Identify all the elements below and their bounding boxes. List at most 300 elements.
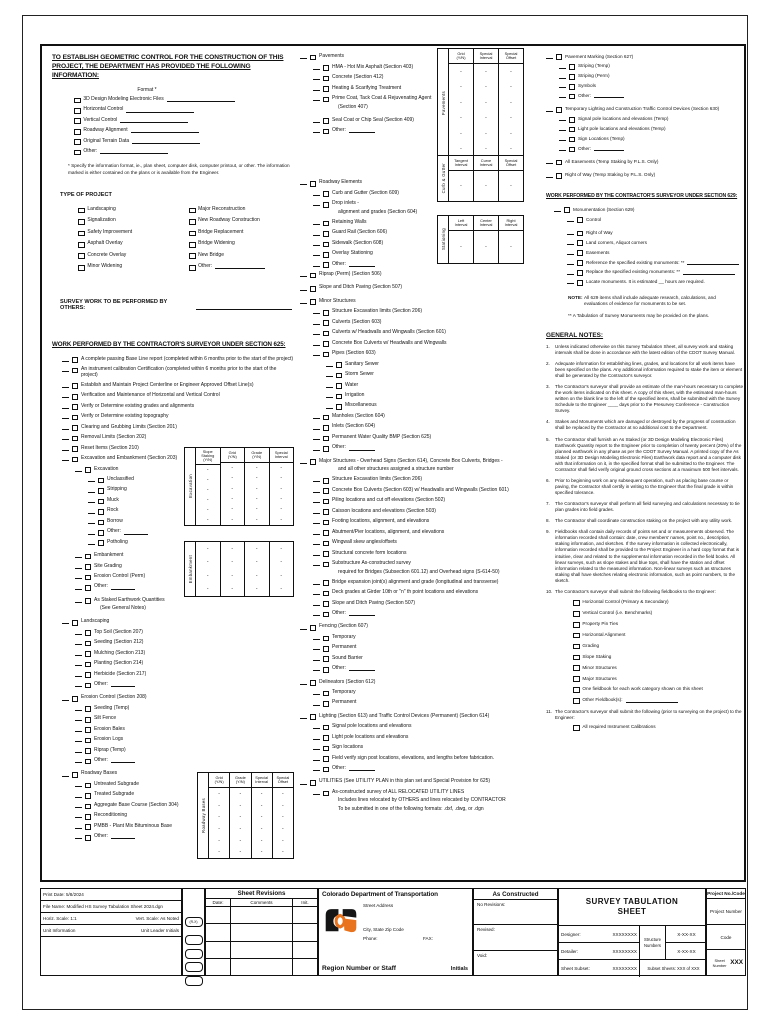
checkbox[interactable] [336, 404, 343, 410]
table-cell[interactable]: - [231, 485, 234, 492]
checkbox[interactable] [310, 714, 317, 720]
est-hours-blank-line[interactable] [75, 792, 82, 797]
revision-marker-blank[interactable] [185, 949, 203, 959]
table-cell[interactable]: - [206, 497, 209, 504]
checkbox[interactable] [189, 219, 196, 225]
checkbox[interactable] [310, 780, 317, 786]
table-cell[interactable]: - [218, 825, 220, 832]
est-hours-blank-line[interactable] [75, 682, 82, 687]
table-cell[interactable]: - [510, 68, 512, 75]
est-hours-blank-line[interactable] [313, 756, 320, 761]
table-cell[interactable]: - [460, 130, 462, 137]
est-hours-blank-line[interactable] [75, 598, 82, 603]
est-hours-blank-line[interactable] [567, 279, 574, 284]
est-hours-blank-line[interactable] [326, 403, 333, 408]
est-hours-blank-line[interactable] [300, 680, 307, 685]
table-cell[interactable]: - [206, 477, 209, 484]
table-cell[interactable]: - [255, 496, 258, 503]
table-cell[interactable]: - [231, 545, 234, 552]
table-cell[interactable]: - [218, 849, 220, 856]
checkbox[interactable] [85, 630, 92, 636]
est-hours-blank-line[interactable] [75, 834, 82, 839]
table-cell[interactable]: - [280, 586, 283, 593]
checkbox[interactable] [85, 672, 92, 678]
checkbox[interactable] [323, 446, 330, 452]
checkbox[interactable] [85, 804, 92, 810]
est-hours-blank-line[interactable] [300, 54, 307, 59]
checkbox[interactable] [323, 129, 330, 135]
checkbox[interactable] [85, 824, 92, 830]
checkbox[interactable] [85, 662, 92, 668]
fill-in-line[interactable] [167, 97, 235, 102]
table-cell[interactable]: - [260, 790, 263, 797]
table-cell[interactable]: - [510, 183, 512, 189]
checkbox[interactable] [85, 814, 92, 820]
checkbox[interactable] [85, 467, 92, 473]
checkbox[interactable] [323, 746, 330, 752]
checkbox[interactable] [85, 783, 92, 789]
checkbox[interactable] [72, 620, 79, 626]
table-cell[interactable]: - [510, 115, 512, 122]
est-hours-blank-line[interactable] [326, 372, 333, 377]
survey-by-others-blank[interactable] [196, 304, 292, 309]
est-hours-blank-line[interactable] [62, 367, 69, 372]
est-hours-blank-line[interactable] [313, 341, 320, 346]
checkbox[interactable] [72, 394, 79, 400]
table-cell[interactable]: - [218, 802, 220, 809]
checkbox[interactable] [323, 735, 330, 741]
checkbox[interactable] [577, 270, 584, 276]
checkbox[interactable] [78, 253, 85, 259]
est-hours-blank-line[interactable] [313, 330, 320, 335]
checkbox[interactable] [310, 273, 317, 279]
checkbox[interactable] [85, 598, 92, 604]
est-hours-blank-line[interactable] [313, 700, 320, 705]
checkbox[interactable] [573, 655, 580, 661]
est-hours-blank-line[interactable] [300, 285, 307, 290]
checkbox[interactable] [323, 541, 330, 547]
checkbox[interactable] [74, 108, 81, 114]
checkbox[interactable] [85, 641, 92, 647]
checkbox[interactable] [573, 611, 580, 617]
est-hours-blank-line[interactable] [313, 666, 320, 671]
void-cell[interactable]: Void: [477, 952, 488, 958]
checkbox[interactable] [323, 499, 330, 505]
est-hours-blank-line[interactable] [313, 645, 320, 650]
table-cell[interactable]: - [206, 507, 209, 514]
est-hours-blank-line[interactable] [300, 299, 307, 304]
est-hours-blank-line[interactable] [313, 241, 320, 246]
table-cell[interactable]: - [231, 516, 234, 523]
project-number-cell[interactable]: Project Number [707, 899, 745, 925]
table-cell[interactable]: - [460, 183, 462, 189]
table-cell[interactable]: - [239, 790, 242, 797]
est-hours-blank-line[interactable] [62, 695, 69, 700]
fill-in-line[interactable] [687, 260, 739, 265]
checkbox[interactable] [72, 446, 79, 452]
est-hours-blank-line[interactable] [75, 716, 82, 721]
table-cell[interactable]: - [255, 465, 258, 472]
checkbox[interactable] [577, 231, 584, 237]
est-hours-blank-line[interactable] [313, 561, 320, 566]
table-cell[interactable]: - [510, 244, 512, 250]
table-cell[interactable]: - [510, 84, 512, 91]
table-cell[interactable]: - [218, 837, 220, 844]
table-cell[interactable]: - [255, 485, 258, 492]
revision-cell[interactable] [206, 959, 231, 975]
table-cell[interactable]: - [231, 465, 234, 472]
checkbox[interactable] [323, 530, 330, 536]
est-hours-blank-line[interactable] [313, 424, 320, 429]
est-hours-blank-line[interactable] [559, 116, 566, 121]
checkbox[interactable] [85, 585, 92, 591]
checkbox[interactable] [85, 835, 92, 841]
est-hours-blank-line[interactable] [313, 530, 320, 535]
checkbox[interactable] [573, 665, 580, 671]
est-hours-blank-line[interactable] [75, 467, 82, 472]
checkbox[interactable] [310, 680, 317, 686]
est-hours-blank-line[interactable] [75, 813, 82, 818]
checkbox[interactable] [85, 738, 92, 744]
table-cell[interactable]: - [460, 146, 462, 153]
checkbox[interactable] [98, 530, 105, 536]
est-hours-blank-line[interactable] [313, 128, 320, 133]
fill-in-line[interactable] [111, 834, 135, 839]
table-cell[interactable]: - [282, 802, 284, 809]
table-cell[interactable]: - [255, 572, 258, 579]
checkbox[interactable] [85, 759, 92, 765]
est-hours-blank-line[interactable] [62, 357, 69, 362]
table-cell[interactable]: - [280, 559, 283, 566]
table-cell[interactable]: - [218, 814, 220, 821]
est-hours-blank-line[interactable] [75, 640, 82, 645]
checkbox[interactable] [310, 299, 317, 305]
est-hours-blank-line[interactable] [313, 590, 320, 595]
checkbox[interactable] [189, 265, 196, 271]
est-hours-blank-line[interactable] [313, 201, 320, 206]
checkbox[interactable] [323, 551, 330, 557]
table-cell[interactable]: - [485, 68, 487, 75]
est-hours-blank-line[interactable] [567, 269, 574, 274]
checkbox[interactable] [323, 791, 330, 797]
checkbox[interactable] [74, 118, 81, 124]
checkbox[interactable] [98, 499, 105, 505]
table-cell[interactable]: - [255, 586, 258, 593]
checkbox[interactable] [85, 706, 92, 712]
checkbox[interactable] [323, 488, 330, 494]
est-hours-blank-line[interactable] [300, 459, 307, 464]
est-hours-blank-line[interactable] [546, 172, 553, 177]
checkbox[interactable] [323, 562, 330, 568]
checkbox[interactable] [323, 202, 330, 208]
checkbox[interactable] [323, 478, 330, 484]
est-hours-blank-line[interactable] [75, 672, 82, 677]
table-cell[interactable]: - [280, 465, 283, 472]
table-cell[interactable]: - [282, 814, 284, 821]
checkbox[interactable] [310, 625, 317, 631]
est-hours-blank-line[interactable] [88, 529, 95, 534]
table-cell[interactable]: - [231, 559, 234, 566]
table-cell[interactable]: - [280, 545, 283, 552]
est-hours-blank-line[interactable] [559, 146, 566, 151]
checkbox[interactable] [323, 231, 330, 237]
checkbox[interactable] [323, 341, 330, 347]
table-cell[interactable]: - [231, 475, 234, 482]
table-cell[interactable]: - [260, 802, 263, 809]
fill-in-line[interactable] [111, 758, 135, 763]
est-hours-blank-line[interactable] [75, 758, 82, 763]
table-cell[interactable]: - [239, 837, 242, 844]
checkbox[interactable] [573, 698, 580, 704]
est-hours-blank-line[interactable] [313, 86, 320, 91]
checkbox[interactable] [310, 459, 317, 465]
table-cell[interactable]: - [282, 849, 284, 856]
est-hours-blank-line[interactable] [559, 73, 566, 78]
est-hours-blank-line[interactable] [313, 766, 320, 771]
checkbox[interactable] [85, 554, 92, 560]
revision-marker-blank[interactable] [185, 976, 203, 986]
table-cell[interactable]: - [485, 146, 487, 153]
checkbox[interactable] [323, 331, 330, 337]
est-hours-blank-line[interactable] [75, 630, 82, 635]
est-hours-blank-line[interactable] [62, 771, 69, 776]
table-cell[interactable]: - [255, 516, 258, 523]
est-hours-blank-line[interactable] [75, 706, 82, 711]
est-hours-blank-line[interactable] [313, 191, 320, 196]
checkbox[interactable] [323, 242, 330, 248]
fill-in-line[interactable] [349, 445, 375, 450]
checkbox[interactable] [323, 591, 330, 597]
est-hours-blank-line[interactable] [326, 393, 333, 398]
checkbox[interactable] [78, 242, 85, 248]
revision-marker-blank[interactable] [185, 962, 203, 972]
fill-in-line[interactable] [626, 697, 678, 702]
checkbox[interactable] [98, 509, 105, 515]
checkbox[interactable] [323, 310, 330, 316]
table-cell[interactable]: - [206, 559, 209, 566]
checkbox[interactable] [336, 362, 343, 368]
est-hours-blank-line[interactable] [75, 661, 82, 666]
checkbox[interactable] [189, 242, 196, 248]
checkbox[interactable] [85, 717, 92, 723]
checkbox[interactable] [72, 415, 79, 421]
table-cell[interactable]: - [280, 485, 283, 492]
table-cell[interactable]: - [282, 825, 284, 832]
fill-in-line[interactable] [111, 682, 135, 687]
checkbox[interactable] [72, 404, 79, 410]
checkbox[interactable] [569, 74, 576, 80]
table-cell[interactable]: - [206, 517, 209, 524]
checkbox[interactable] [98, 478, 105, 484]
checkbox[interactable] [72, 425, 79, 431]
checkbox[interactable] [323, 509, 330, 515]
est-hours-blank-line[interactable] [326, 383, 333, 388]
table-cell[interactable]: - [460, 244, 462, 250]
table-cell[interactable]: - [239, 849, 242, 856]
est-hours-blank-line[interactable] [559, 83, 566, 88]
checkbox[interactable] [569, 94, 576, 100]
checkbox[interactable] [85, 575, 92, 581]
checkbox[interactable] [323, 701, 330, 707]
checkbox[interactable] [323, 691, 330, 697]
checkbox[interactable] [323, 425, 330, 431]
est-hours-blank-line[interactable] [313, 414, 320, 419]
fill-in-line[interactable] [349, 611, 375, 616]
checkbox[interactable] [569, 137, 576, 143]
est-hours-blank-line[interactable] [300, 714, 307, 719]
checkbox[interactable] [323, 646, 330, 652]
checkbox[interactable] [577, 240, 584, 246]
est-hours-blank-line[interactable] [62, 619, 69, 624]
table-cell[interactable]: - [460, 99, 462, 106]
table-cell[interactable]: - [510, 130, 512, 137]
est-hours-blank-line[interactable] [559, 136, 566, 141]
est-hours-blank-line[interactable] [313, 320, 320, 325]
est-hours-blank-line[interactable] [313, 251, 320, 256]
est-hours-blank-line[interactable] [62, 393, 69, 398]
est-hours-blank-line[interactable] [75, 824, 82, 829]
revision-marker-blank[interactable] [185, 935, 203, 945]
checkbox[interactable] [323, 252, 330, 258]
checkbox[interactable] [98, 520, 105, 526]
est-hours-blank-line[interactable] [567, 260, 574, 265]
table-cell[interactable]: - [280, 475, 283, 482]
checkbox[interactable] [78, 231, 85, 237]
checkbox[interactable] [556, 173, 563, 179]
table-cell[interactable]: - [260, 849, 263, 856]
est-hours-blank-line[interactable] [75, 803, 82, 808]
est-hours-blank-line[interactable] [313, 220, 320, 225]
checkbox[interactable] [577, 260, 584, 266]
table-cell[interactable]: - [460, 84, 462, 91]
table-cell[interactable]: - [239, 825, 242, 832]
est-hours-blank-line[interactable] [313, 745, 320, 750]
est-hours-blank-line[interactable] [554, 207, 561, 212]
table-cell[interactable]: - [280, 516, 283, 523]
est-hours-blank-line[interactable] [88, 487, 95, 492]
table-cell[interactable]: - [255, 545, 258, 552]
est-hours-blank-line[interactable] [567, 230, 574, 235]
est-hours-blank-line[interactable] [313, 118, 320, 123]
checkbox[interactable] [74, 150, 81, 156]
checkbox[interactable] [569, 147, 576, 153]
est-hours-blank-line[interactable] [326, 362, 333, 367]
est-hours-blank-line[interactable] [546, 106, 553, 111]
est-hours-blank-line[interactable] [75, 727, 82, 732]
checkbox[interactable] [323, 756, 330, 762]
checkbox[interactable] [189, 208, 196, 214]
revision-cell[interactable] [293, 907, 317, 923]
table-cell[interactable]: - [282, 790, 284, 797]
fill-in-line[interactable] [120, 118, 188, 123]
est-hours-blank-line[interactable] [75, 748, 82, 753]
checkbox[interactable] [323, 86, 330, 92]
checkbox[interactable] [573, 644, 580, 650]
code-cell[interactable]: Code [707, 925, 745, 951]
checkbox[interactable] [323, 601, 330, 607]
fill-in-line[interactable] [349, 766, 375, 771]
est-hours-blank-line[interactable] [313, 477, 320, 482]
est-hours-blank-line[interactable] [313, 488, 320, 493]
checkbox[interactable] [573, 600, 580, 606]
table-cell[interactable]: - [510, 146, 512, 153]
fill-in-line[interactable] [111, 584, 135, 589]
revision-cell[interactable] [293, 924, 317, 940]
est-hours-blank-line[interactable] [75, 564, 82, 569]
checkbox[interactable] [323, 97, 330, 103]
est-hours-blank-line[interactable] [313, 75, 320, 80]
table-cell[interactable]: - [231, 496, 234, 503]
est-hours-blank-line[interactable] [313, 790, 320, 795]
checkbox[interactable] [98, 540, 105, 546]
checkbox[interactable] [573, 622, 580, 628]
checkbox[interactable] [189, 231, 196, 237]
fill-in-line[interactable] [100, 149, 168, 154]
est-hours-blank-line[interactable] [313, 309, 320, 314]
no-revisions-cell[interactable]: No Revisions: [474, 900, 557, 925]
checkbox[interactable] [577, 250, 584, 256]
checkbox[interactable] [336, 373, 343, 379]
checkbox[interactable] [573, 687, 580, 693]
checkbox[interactable] [573, 725, 580, 731]
table-cell[interactable]: - [485, 84, 487, 91]
checkbox[interactable] [189, 253, 196, 259]
est-hours-blank-line[interactable] [300, 272, 307, 277]
checkbox[interactable] [569, 84, 576, 90]
table-cell[interactable]: - [206, 586, 209, 593]
checkbox[interactable] [72, 368, 79, 374]
est-hours-blank-line[interactable] [546, 54, 553, 59]
est-hours-blank-line[interactable] [313, 445, 320, 450]
fill-in-line[interactable] [594, 93, 624, 98]
est-hours-blank-line[interactable] [313, 96, 320, 101]
table-cell[interactable]: - [280, 496, 283, 503]
checkbox[interactable] [85, 683, 92, 689]
est-hours-blank-line[interactable] [567, 250, 574, 255]
table-cell[interactable]: - [255, 475, 258, 482]
est-hours-blank-line[interactable] [300, 180, 307, 185]
checkbox[interactable] [323, 636, 330, 642]
est-hours-blank-line[interactable] [559, 63, 566, 68]
revision-cell[interactable] [231, 924, 293, 940]
est-hours-blank-line[interactable] [313, 580, 320, 585]
est-hours-blank-line[interactable] [313, 656, 320, 661]
table-cell[interactable]: - [231, 572, 234, 579]
checkbox[interactable] [556, 54, 563, 60]
fill-in-line[interactable] [349, 128, 375, 133]
est-hours-blank-line[interactable] [313, 551, 320, 556]
table-cell[interactable]: - [485, 183, 487, 189]
checkbox[interactable] [310, 55, 317, 61]
est-hours-blank-line[interactable] [75, 737, 82, 742]
checkbox[interactable] [85, 651, 92, 657]
checkbox[interactable] [85, 748, 92, 754]
table-cell[interactable]: - [206, 545, 209, 552]
table-cell[interactable]: - [260, 814, 263, 821]
checkbox[interactable] [323, 118, 330, 124]
est-hours-blank-line[interactable] [300, 624, 307, 629]
est-hours-blank-line[interactable] [313, 690, 320, 695]
checkbox[interactable] [72, 357, 79, 363]
table-cell[interactable]: - [282, 837, 284, 844]
table-cell[interactable]: - [206, 572, 209, 579]
est-hours-blank-line[interactable] [313, 230, 320, 235]
est-hours-blank-line[interactable] [75, 574, 82, 579]
checkbox[interactable] [323, 191, 330, 197]
checkbox[interactable] [323, 76, 330, 82]
checkbox[interactable] [85, 727, 92, 733]
table-cell[interactable]: - [231, 586, 234, 593]
